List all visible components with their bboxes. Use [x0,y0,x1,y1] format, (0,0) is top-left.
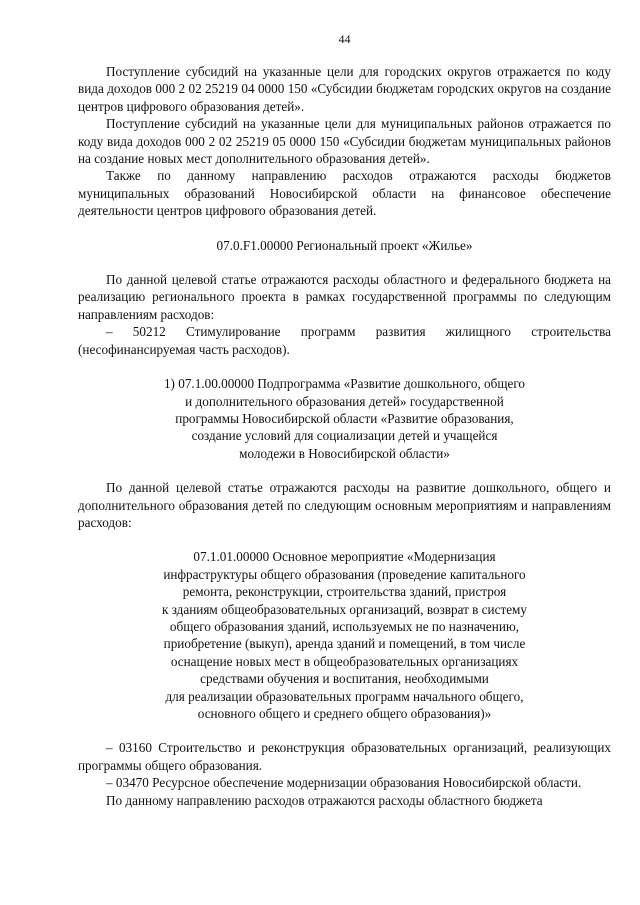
heading-line: и дополнительного образования детей» государственной [185,393,504,409]
page-number: 44 [338,32,351,46]
heading-line: оснащение новых мест в общеобразовательных организациях [170,653,519,669]
heading-line: 07.1.01.00000 Основное мероприятие «Модернизация [193,549,496,565]
heading-line: общего образования зданий, используемых не по назначению, [169,618,520,634]
heading-line: ремонта, реконструкции, строительства зданий, пристроя [182,584,507,600]
spacer [78,358,611,375]
heading-line: приобретение (выкуп), аренда зданий и помещений, в том числе [163,636,526,652]
heading-line: инфраструктуры общего образования (проведение капитального [163,566,526,582]
paragraph-expense-description: По данному направлению расходов отражаются расходы областного бюджета [106,792,543,808]
heading-line: средствами обучения и воспитания, необходимыми [200,671,489,687]
heading-line: для реализации образовательных программ начального общего, [165,688,524,704]
heading-line: к зданиям общеобразовательных организаций, возврат в систему [162,601,527,617]
spacer [78,220,611,237]
heading-line: молодежи в Новосибирской области» [239,445,450,461]
heading-regional-project-housing: 07.0.F1.00000 Региональный проект «Жилье» [216,237,473,253]
spacer [78,722,611,739]
paragraph-target-article-housing: По данной целевой статье отражаются расходы областного и федерального бюджета на реализацию регионального проекта в рамках государственной программы по следующим направлениям расходов: [78,272,611,322]
paragraph-expense-50212: – 50212 Стимулирование программ развития жилищного строительства (несофинансируемая часть расходов). [78,324,611,357]
paragraph-urban-districts: Поступление субсидий на указанные цели для городских округов отражается по коду вида доходов 000 2 02 25219 04 0000 150 «Субсидии бюджетам городских округов на создание центров цифрового образования детей». [78,64,611,114]
spacer [78,531,611,548]
paragraph-municipal-districts: Поступление субсидий на указанные цели для муниципальных районов отражается по коду вида доходов 000 2 02 25219 05 0000 150 «Субсидии бюджетам муниципальных районов на создание новых мест дополнительного образования детей». [78,116,611,167]
heading-line: основного общего и среднего общего образования)» [197,706,492,721]
spacer [78,254,611,271]
paragraph-target-article-education: По данной целевой статье отражаются расходы на развитие дошкольного, общего и дополнительного образования детей по следующим основным мероприятиям и направлениям расходов: [78,480,611,530]
heading-subprogram-education [78,375,611,462]
heading-line: создание условий для социализации детей и учащейся [191,428,498,444]
heading-line: 1) 07.1.00.00000 Подпрограмма «Развитие дошкольного, общего [163,376,526,392]
document-page [78,32,611,809]
paragraph-expense-03470: – 03470 Ресурсное обеспечение модернизации образования Новосибирской области. [106,775,582,791]
heading-main-activity-modernization [78,548,611,722]
paragraph-digital-centers: Также по данному направлению расходов отражаются расходы бюджетов муниципальных образований Новосибирской области на финансовое обеспечение деятельности центров цифрового образования детей. [78,168,611,219]
heading-line: программы Новосибирской области «Развитие образования, [175,410,514,426]
spacer [78,462,611,479]
paragraph-expense-03160: – 03160 Строительство и реконструкция образовательных организаций, реализующих программы общего образования. [78,740,611,773]
